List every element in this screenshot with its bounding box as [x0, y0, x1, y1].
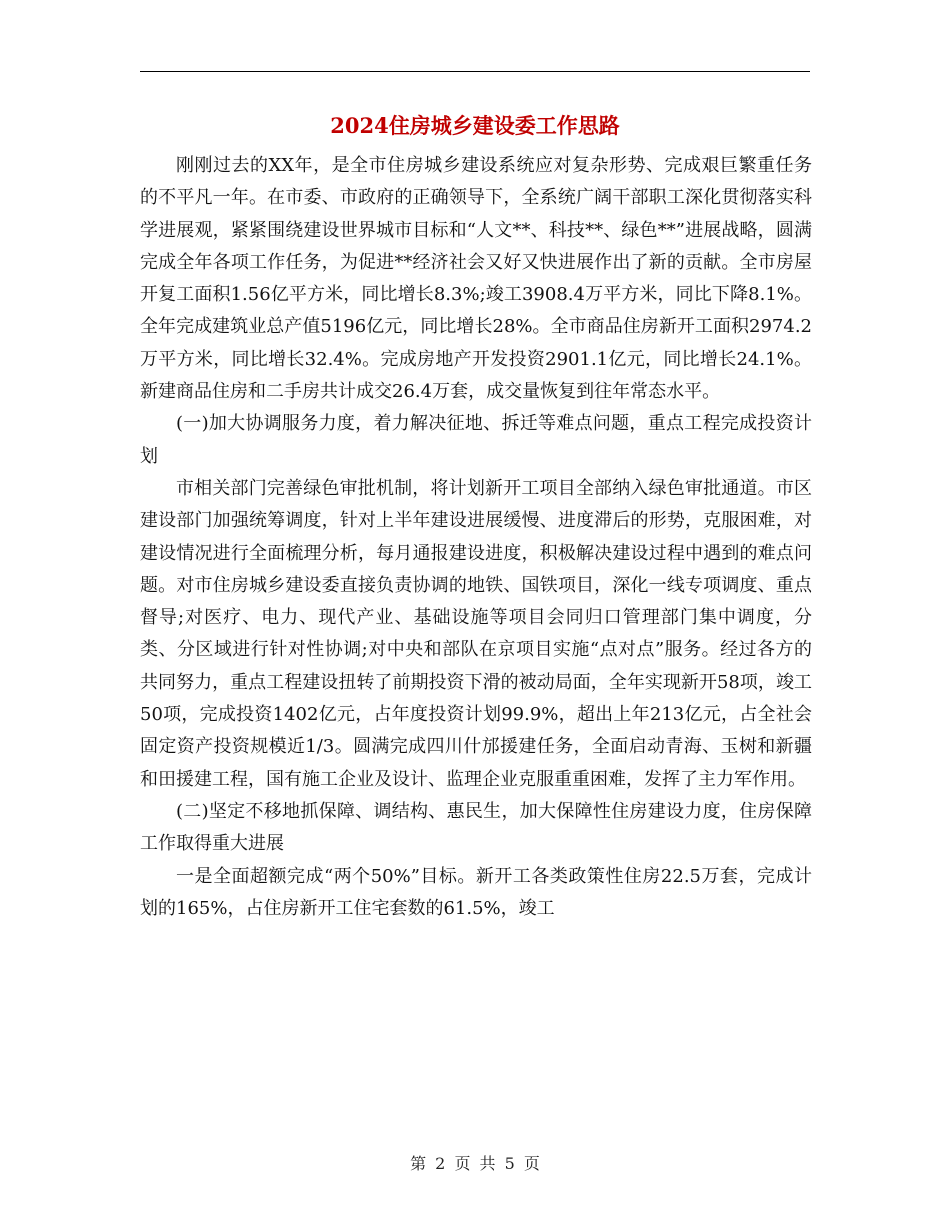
section-heading-1: (一)加大协调服务力度，着力解决征地、拆迁等难点问题，重点工程完成投资计划	[140, 413, 812, 467]
document-body	[140, 150, 812, 925]
page-footer: 第 2 页 共 5 页	[410, 1154, 540, 1173]
paragraph-section-1: 市相关部门完善绿色审批机制，将计划新开工项目全部纳入绿色审批通道。市区建设部门加强统筹调度，针对上半年建设进展缓慢、进度滞后的形势，克服困难，对建设情况进行全面梳理分析，每月通报建设进度，积极解决建设过程中遇到的难点问题。对市住房城乡建设委直接负责协调的地铁、国铁项目，深化一线专项调度、重点督导;对医疗、电力、现代产业、基础设施等项目会同归口管理部门集中调度，分类、分区域进行针对性协调;对中央和部队在京项目实施“点对点”服务。经过各方的共同努力，重点工程建设扭转了前期投资下滑的被动局面，全年实现新开58项，竣工50项，完成投资1402亿元，占年度投资计划99.9%，超出上年213亿元，占全社会固定资产投资规模近1/3。圆满完成四川什邡援建任务，全面启动青海、玉树和新疆和田援建工程，国有施工企业及设计、监理企业克服重重困难，发挥了主力军作用。	[140, 477, 812, 790]
paragraph-section-2: 一是全面超额完成“两个50%”目标。新开工各类政策性住房22.5万套，完成计划的165%，占住房新开工住宅套数的61.5%，竣工	[140, 865, 812, 919]
paragraph-intro: 刚刚过去的XX年，是全市住房城乡建设系统应对复杂形势、完成艰巨繁重任务的不平凡一年。在市委、市政府的正确领导下，全系统广阔干部职工深化贯彻落实科学进展观，紧紧围绕建设世界城市目标和“人文**、科技**、绿色**”进展战略，圆满完成全年各项工作任务，为促进**经济社会又好又快进展作出了新的贡献。全市房屋开复工面积1.56亿平方米，同比增长8.3%;竣工3908.4万平方米，同比下降8.1%。全年完成建筑业总产值5196亿元，同比增长28%。全市商品住房新开工面积2974.2万平方米，同比增长32.4%。完成房地产开发投资2901.1亿元，同比增长24.1%。新建商品住房和二手房共计成交26.4万套，成交量恢复到往年常态水平。	[140, 155, 812, 403]
section-heading-2: (二)坚定不移地抓保障、调结构、惠民生，加大保障性住房建设力度，住房保障工作取得重大进展	[140, 800, 812, 855]
header-rule	[140, 71, 810, 72]
document-title: 2024住房城乡建设委工作思路	[330, 113, 620, 138]
